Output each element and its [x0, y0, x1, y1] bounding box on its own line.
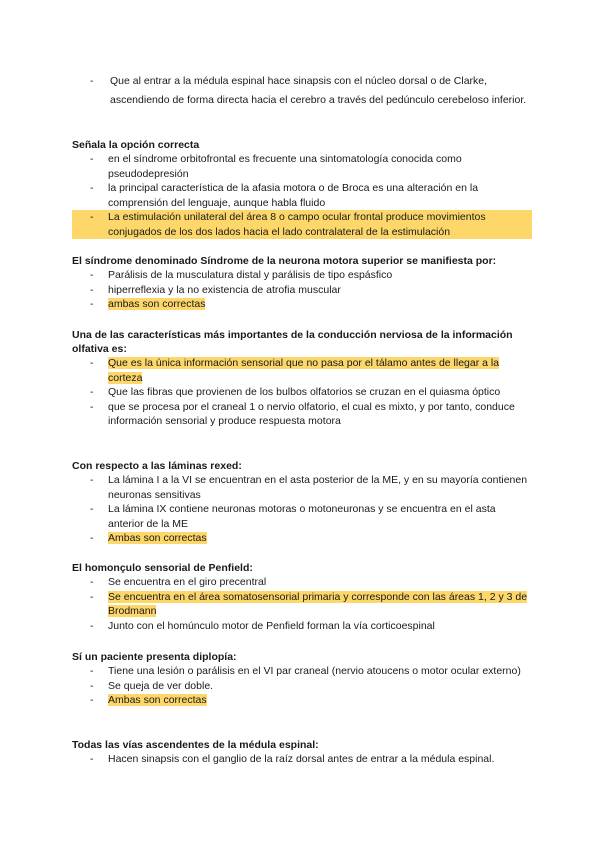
option-text: Se encuentra en el giro precentral: [108, 576, 267, 588]
bullet-dash: -: [90, 619, 94, 632]
option-text-highlighted: Que es la única información sensorial que no pasa por el tálamo antes de llegar a la corteza: [108, 357, 500, 384]
question-title: El homonçulo sensorial de Penfield:: [72, 562, 253, 574]
bullet-dash: -: [90, 211, 94, 223]
option-item: [72, 590, 532, 619]
option-item: [72, 502, 532, 531]
option-text: que se procesa por el craneal 1 o nervio olfatorio, el cual es mixto, y por tanto, conduce información sensorial y produce respuesta motora: [108, 400, 515, 427]
options-list: [72, 473, 532, 546]
option-item: [72, 385, 532, 400]
option-item: [72, 356, 532, 385]
option-item: [72, 531, 532, 546]
bullet-dash: -: [90, 269, 94, 281]
option-text: La lámina IX contiene neuronas motoras o motoneuronas y se encuentra en el asta anterior de la ME: [108, 503, 496, 530]
option-text: la principal característica de la afasia motora o de Broca es una alteración en la comprensión del lenguaje, aunque habla fluido: [108, 182, 479, 209]
bullet-dash: -: [90, 357, 94, 369]
bullet-dash: -: [90, 576, 94, 588]
question-title: El síndrome denominado Síndrome de la neurona motora superior se manifiesta por:: [72, 255, 497, 267]
option-item: [72, 283, 532, 298]
bullet-dash: -: [90, 590, 94, 603]
bullet-dash: -: [90, 153, 94, 165]
option-item: [72, 297, 532, 312]
options-list: [72, 664, 532, 708]
option-text-highlighted: Ambas son correctas: [108, 532, 207, 544]
options-list: [72, 268, 532, 312]
option-text: Que las fibras que provienen de los bulbos olfatorios se cruzan en el quiasma óptico: [108, 386, 501, 398]
bullet-dash: -: [90, 503, 94, 515]
question-title: Sí un paciente presenta diplopía:: [72, 651, 237, 663]
options-list: [72, 575, 532, 633]
option-item: [72, 473, 532, 502]
question-block: [72, 459, 532, 546]
option-text-highlighted: Se encuentra en el área somatosensorial primaria y corresponde con las áreas 1, 2 y 3 de Brodmann: [108, 590, 528, 617]
option-item-highlighted: [72, 210, 532, 239]
options-list: [72, 152, 532, 239]
option-text: Junto con el homúnculo motor de Penfield forman la vía corticoespinal: [108, 619, 435, 632]
option-text: Parálisis de la musculatura distal y parálisis de tipo espásfico: [108, 269, 393, 281]
question-title: Señala la opción correcta: [72, 139, 200, 151]
bullet-dash: -: [90, 400, 94, 413]
option-text: hiperreflexia y la no existencia de atrofia muscular: [108, 283, 341, 296]
question-block: [72, 328, 532, 429]
option-text-highlighted: Ambas son correctas: [108, 694, 207, 706]
option-item: [72, 619, 532, 634]
question-title: Todas las vías ascendentes de la médula espinal:: [72, 739, 319, 751]
option-item: [72, 575, 532, 590]
bullet-dash: -: [90, 665, 94, 677]
bullet-dash: -: [90, 298, 94, 310]
options-list: [72, 752, 532, 767]
option-item: [72, 181, 532, 210]
question-title: Con respecto a las láminas rexed:: [72, 460, 242, 472]
question-block: [72, 561, 532, 633]
intro-list: [90, 72, 530, 110]
bullet-dash: -: [90, 182, 94, 194]
option-item: [72, 752, 532, 767]
options-list: [72, 356, 532, 429]
option-item: [72, 400, 532, 429]
question-block: [72, 254, 532, 312]
option-text: Hacen sinapsis con el ganglio de la raíz dorsal antes de entrar a la médula espinal.: [108, 753, 495, 765]
option-text-highlighted: ambas son correctas: [108, 298, 206, 310]
option-item: [72, 664, 532, 679]
bullet-dash: -: [90, 386, 94, 398]
bullet-dash: -: [90, 753, 94, 765]
question-block: [72, 138, 532, 239]
bullet-dash: -: [90, 474, 94, 486]
option-text: La lámina I a la VI se encuentran en el asta posterior de la ME, y en su mayoría contienen neuronas sensitivas: [108, 474, 528, 501]
question-block: [72, 738, 532, 767]
option-item: [72, 693, 532, 708]
bullet-dash: -: [90, 75, 94, 87]
question-title: Una de las características más importantes de la conducción nerviosa de la información olfativa es:: [72, 329, 513, 355]
option-text: Se queja de ver doble.: [108, 679, 214, 692]
bullet-dash: -: [90, 283, 94, 296]
question-block: [72, 650, 532, 708]
option-text: Tiene una lesión o parálisis en el VI par craneal (nervio atoucens o motor ocular externo): [108, 665, 521, 677]
bullet-dash: -: [90, 694, 94, 706]
option-text: en el síndrome orbitofrontal es frecuente una sintomatología conocida como pseudodepresión: [108, 153, 462, 180]
option-item: [72, 268, 532, 283]
option-item: [72, 679, 532, 694]
bullet-dash: -: [90, 532, 94, 544]
intro-text: Que al entrar a la médula espinal hace sinapsis con el núcleo dorsal o de Clarke, ascendiendo de forma directa hacia el cerebro a través del pedúnculo cerebeloso inferior.: [110, 75, 527, 106]
intro-item: [90, 72, 530, 110]
bullet-dash: -: [90, 679, 94, 692]
option-item: [72, 152, 532, 181]
option-text: La estimulación unilateral del área 8 o campo ocular frontal produce movimientos conjugados de los dos lados hacia el lado contralateral de la estimulación: [108, 211, 486, 238]
